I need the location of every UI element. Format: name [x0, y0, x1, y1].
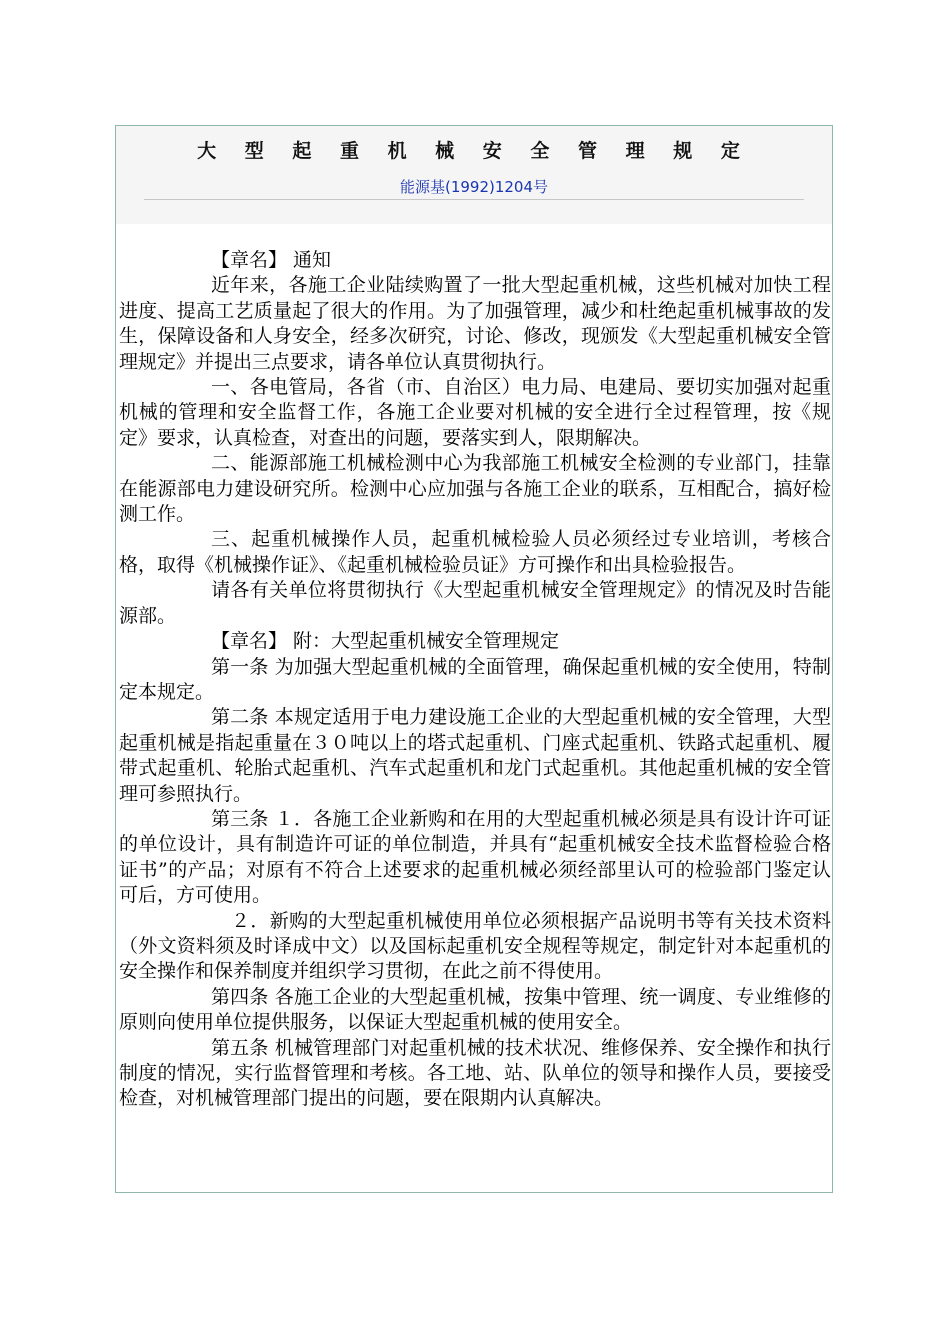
document-number: 能源基(1992)1204号 — [399, 178, 549, 196]
requirement-three-paragraph: 三、起重机械操作人员，起重机械检验人员必须经过专业培训，考核合格，取得《机械操作证》、《起重机械检验员证》方可操作和出具检验报告。 — [119, 528, 831, 576]
document-header — [116, 126, 832, 224]
article-five-paragraph: 第五条 机械管理部门对起重机械的技术状况、维修保养、安全操作和执行制度的情况，实行监督管理和考核。各工地、站、队单位的领导和操作人员，要接受检查，对机械管理部门提出的问题，要在限期内认真解决。 — [119, 1036, 831, 1110]
header-divider — [144, 199, 804, 200]
requirement-one-paragraph: 一、各电管局，各省（市、自治区）电力局、电建局、要切实加强对起重机械的管理和安全监督工作，各施工企业要对机械的安全进行全过程管理，按《规定》要求，认真检查，对查出的问题，要落实到人，限期解决。 — [119, 376, 831, 449]
document-body — [119, 248, 831, 1112]
chapter-heading-appendix: 【章名】 附：大型起重机械安全管理规定 — [211, 630, 560, 653]
notice-intro-paragraph: 近年来，各施工企业陆续购置了一批大型起重机械，这些机械对加快工程进度、提高工艺质量起了很大的作用。为了加强管理，减少和杜绝起重机械事故的发生，保障设备和人身安全，经多次研究，讨论、修改，现颁发《大型起重机械安全管理规定》并提出三点要求，请各单位认真贯彻执行。 — [119, 274, 831, 373]
article-three-item-one-paragraph: 第三条 １．各施工企业新购和在用的大型起重机械必须是具有设计许可证的单位设计，具有制造许可证的单位制造，并具有“起重机械安全技术监督检验合格证书”的产品；对原有不符合上述要求的起重机械必须经部里认可的检验部门鉴定认可后，方可使用。 — [119, 807, 831, 907]
article-two-paragraph: 第二条 本规定适用于电力建设施工企业的大型起重机械的安全管理，大型起重机械是指起重量在３０吨以上的塔式起重机、门座式起重机、铁路式起重机、履带式起重机、轮胎式起重机、汽车式起重机和龙门式起重机。其他起重机械的安全管理可参照执行。 — [119, 706, 831, 805]
article-three-item-two-paragraph: ２．新购的大型起重机械使用单位必须根据产品说明书等有关技术资料（外文资料须及时译成中文）以及国标起重机安全规程等规定，制定针对本起重机的安全操作和保养制度并组织学习贯彻，在此之前不得使用。 — [119, 909, 831, 983]
notice-closing-paragraph: 请各有关单位将贯彻执行《大型起重机械安全管理规定》的情况及时告能源部。 — [119, 579, 831, 627]
requirement-two-paragraph: 二、能源部施工机械检测中心为我部施工机械安全检测的专业部门，挂靠在能源部电力建设研究所。检测中心应加强与各施工企业的联系，互相配合，搞好检测工作。 — [119, 452, 831, 526]
article-four-paragraph: 第四条 各施工企业的大型起重机械，按集中管理、统一调度、专业维修的原则向使用单位提供服务，以保证大型起重机械的使用安全。 — [119, 985, 831, 1034]
document-title: 大 型 起 重 机 械 安 全 管 理 规 定 — [197, 140, 751, 162]
article-one-paragraph: 第一条 为加强大型起重机械的全面管理，确保起重机械的安全使用，特制定本规定。 — [119, 655, 831, 703]
document-frame — [115, 125, 833, 1193]
chapter-heading-notice: 【章名】 通知 — [211, 249, 332, 271]
